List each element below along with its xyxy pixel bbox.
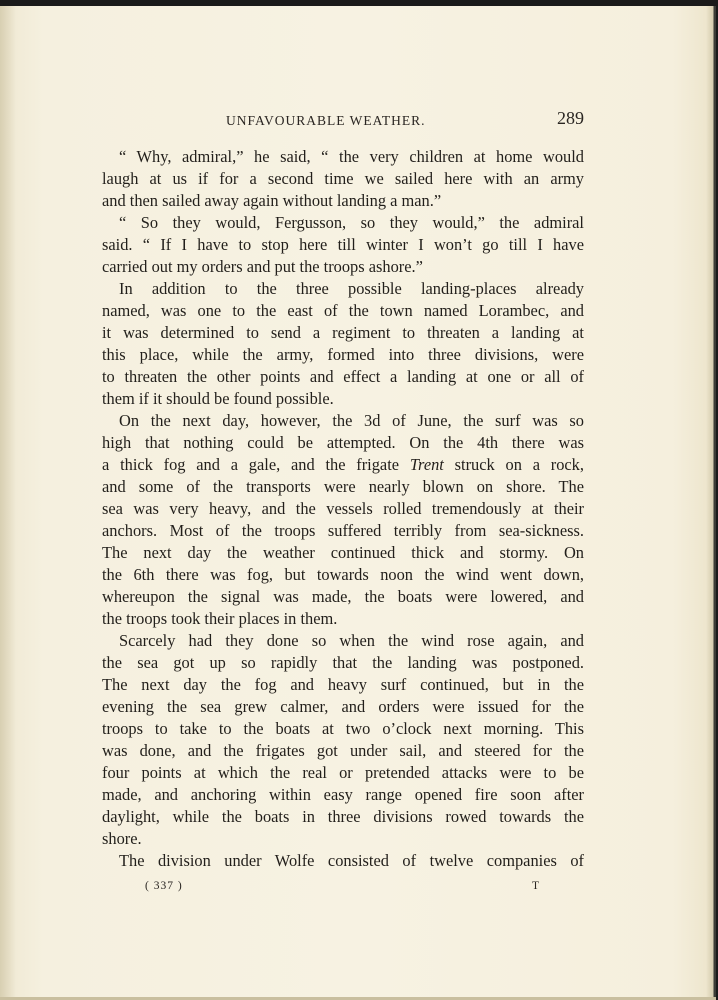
text-line: sea was very heavy, and the vessels rolled tremendously at their: [102, 499, 584, 518]
text-line-segment: a thick fog and a gale, and the frigate: [102, 455, 400, 474]
text-line: whereupon the signal was made, the boats were lowered, and: [102, 587, 584, 606]
text-line: the troops took their places in them.: [102, 609, 338, 628]
text-line: Scarcely had they done so when the wind rose again, and: [119, 631, 584, 650]
text-line: The next day the fog and heavy surf continued, but in the: [102, 675, 584, 694]
text-line: high that nothing could be attempted. On the 4th there was: [102, 433, 584, 452]
text-line: it was determined to send a regiment to threaten a landing at: [102, 323, 584, 342]
book-page: [0, 6, 716, 1000]
text-line-segment: struck on a rock,: [454, 455, 584, 474]
text-line: and some of the transports were nearly blown on shore. The: [102, 477, 584, 496]
text-line: to threaten the other points and effect a landing at one or all of: [102, 367, 584, 386]
text-line: made, and anchoring within easy range opened fire soon after: [102, 785, 584, 804]
text-line: troops to take to the boats at two o’clock next morning. This: [102, 719, 584, 738]
page-left-edge-shadow: [0, 6, 16, 1000]
text-line: carried out my orders and put the troops ashore.”: [102, 257, 423, 276]
text-line: On the next day, however, the 3d of June, the surf was so: [119, 411, 584, 430]
text-line: was done, and the frigates got under sail, and steered for the: [102, 741, 584, 760]
text-line: the 6th there was fog, but towards noon the wind went down,: [102, 565, 584, 584]
running-head-title: UNFAVOURABLE WEATHER.: [226, 113, 426, 128]
text-line: The division under Wolfe consisted of twelve companies of: [119, 851, 584, 870]
text-line: “ Why, admiral,” he said, “ the very children at home would: [119, 147, 584, 166]
ship-name-italic: Trent: [409, 455, 444, 474]
text-line: laugh at us if for a second time we sailed here with an army: [102, 169, 584, 188]
text-line: [102, 454, 584, 476]
text-line: four points at which the real or pretended attacks were to be: [102, 763, 584, 782]
text-line: the sea got up so rapidly that the landing was postponed.: [102, 653, 584, 672]
page-footer: [102, 880, 584, 900]
signature-letter: T: [532, 880, 540, 892]
page-number: 289: [557, 108, 584, 128]
text-line: this place, while the army, formed into three divisions, were: [102, 345, 584, 364]
body-text: [102, 146, 584, 872]
signature-number: ( 337 ): [145, 880, 183, 892]
text-line: named, was one to the east of the town named Lorambec, and: [102, 301, 584, 320]
text-line: The next day the weather continued thick and stormy. On: [102, 543, 584, 562]
text-line: them if it should be found possible.: [102, 389, 334, 408]
running-head: [102, 108, 584, 134]
text-line: anchors. Most of the troops suffered terribly from sea-sickness.: [102, 521, 584, 540]
text-line: said. “ If I have to stop here till winter I won’t go till I have: [102, 235, 584, 254]
text-line: shore.: [102, 829, 142, 848]
text-line: daylight, while the boats in three divisions rowed towards the: [102, 807, 584, 826]
text-line: and then sailed away again without landing a man.”: [102, 191, 442, 210]
text-line: evening the sea grew calmer, and orders were issued for the: [102, 697, 584, 716]
text-line: In addition to the three possible landing-places already: [119, 279, 584, 298]
page-right-edge-shadow: [706, 6, 716, 1000]
text-line: “ So they would, Fergusson, so they would,” the admiral: [119, 213, 584, 232]
